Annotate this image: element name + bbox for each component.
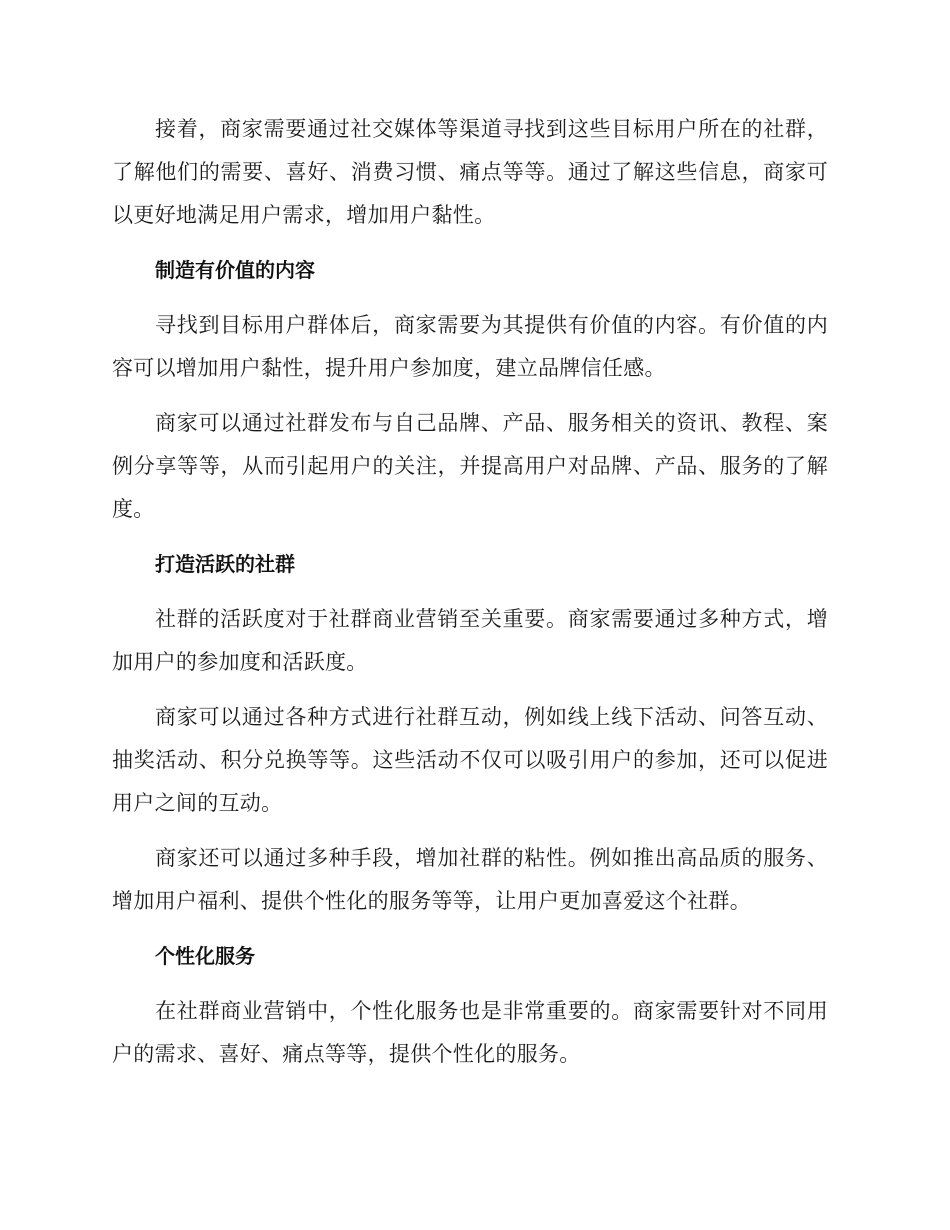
document-page [112,108,828,1076]
paragraph-find-communities: 接着，商家需要通过社交媒体等渠道寻找到这些目标用户所在的社群，了解他们的需要、喜好、消费习惯、痛点等等。通过了解这些信息，商家可以更好地满足用户需求，增加用户黏性。 [112,117,828,227]
paragraph-stickiness: 商家还可以通过多种手段，增加社群的粘性。例如推出高品质的服务、增加用户福利、提供个性化的服务等等，让用户更加喜爱这个社群。 [112,846,828,913]
section-heading-valuable-content: 制造有价值的内容 [155,258,315,282]
paragraph-publish-info: 商家可以通过社群发布与自己品牌、产品、服务相关的资讯、教程、案例分享等等，从而引起用户的关注，并提高用户对品牌、产品、服务的了解度。 [112,411,828,521]
section-heading-active-community: 打造活跃的社群 [155,552,295,576]
paragraph-provide-content: 寻找到目标用户群体后，商家需要为其提供有价值的内容。有价值的内容可以增加用户黏性，提升用户参加度，建立品牌信任感。 [112,313,828,380]
paragraph-personalization: 在社群商业营销中，个性化服务也是非常重要的。商家需要针对不同用户的需求、喜好、痛点等等，提供个性化的服务。 [112,999,828,1066]
paragraph-interaction-methods: 商家可以通过各种方式进行社群互动，例如线上线下活动、问答互动、抽奖活动、积分兑换等等。这些活动不仅可以吸引用户的参加，还可以促进用户之间的互动。 [112,705,828,815]
section-heading-personalized-service: 个性化服务 [155,944,255,968]
paragraph-activity-importance: 社群的活跃度对于社群商业营销至关重要。商家需要通过多种方式，增加用户的参加度和活跃度。 [112,607,828,674]
